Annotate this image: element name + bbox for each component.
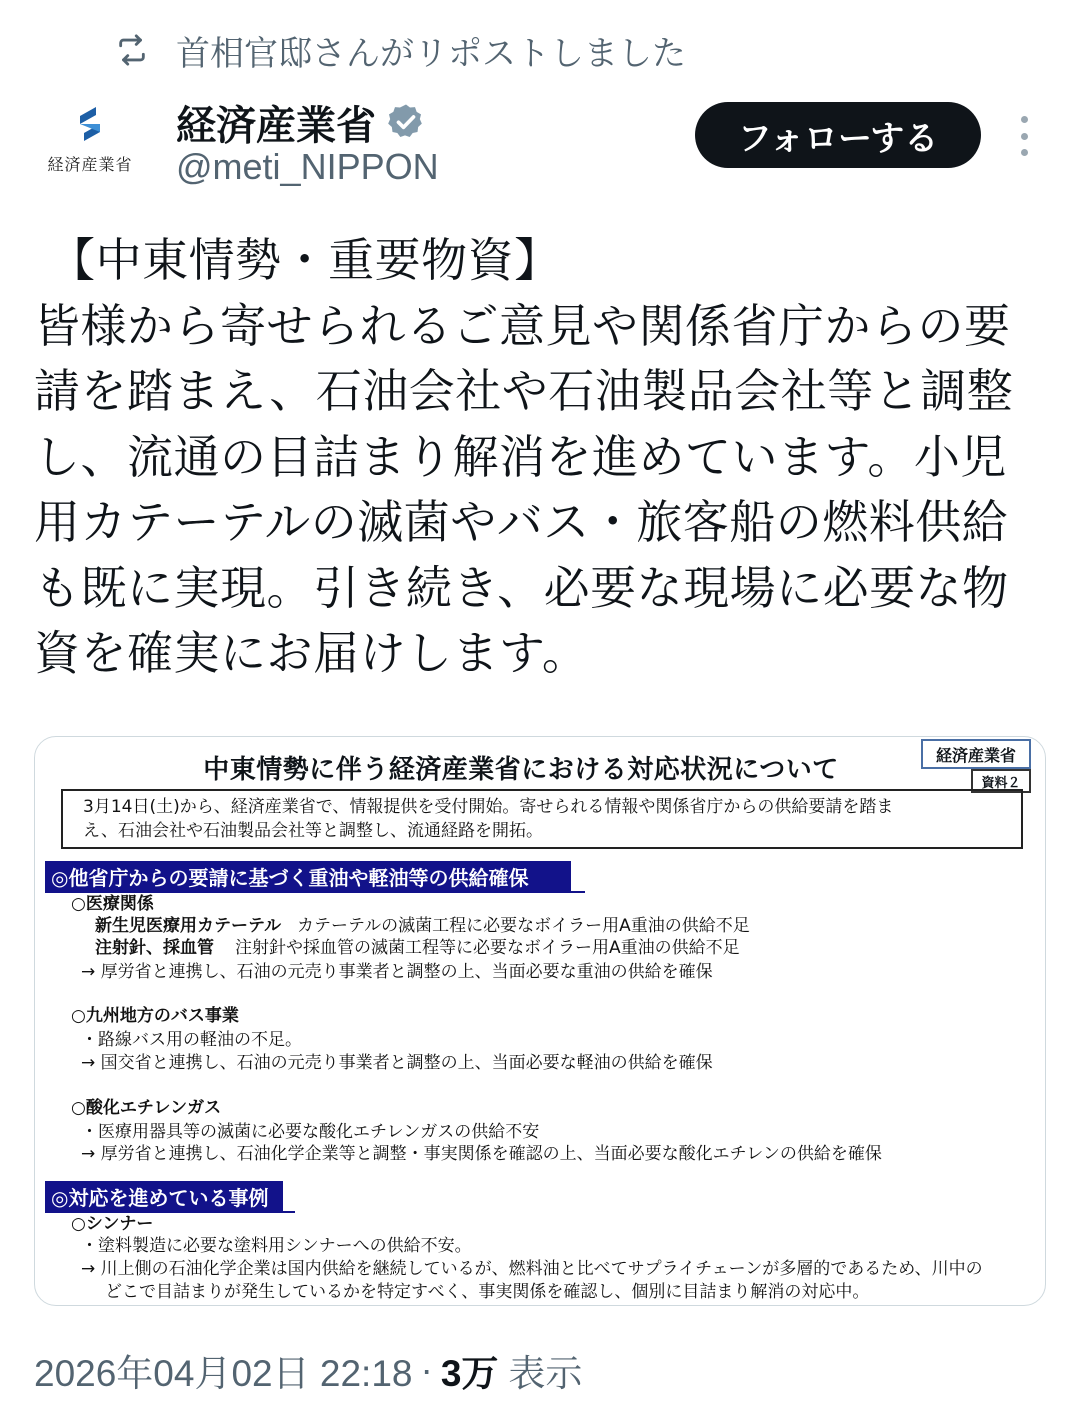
verified-badge-icon[interactable] [386,102,426,142]
ethylene-oxide-action: → 厚労省と連携し、石油化学企業等と調整・事実関係を確認の上、当面必要な酸化エチレンの供給を確保 [81,1144,882,1164]
account-handle[interactable]: @meti_NIPPON [176,146,439,187]
follow-button[interactable]: フォローする [695,102,981,168]
more-options-icon[interactable] [1004,112,1044,160]
medical-action: → 厚労省と連携し、石油の元売り事業者と調整の上、当面必要な重油の供給を確保 [81,962,713,982]
medical-item-1-text: カテーテルの滅菌工程に必要なボイラー用A重油の供給不足 [297,916,750,936]
document-title: 中東情勢に伴う経済産業省における対応状況について [203,755,839,785]
document-intro-box [61,789,1023,849]
avatar[interactable] [40,104,140,188]
meti-logo-icon [70,104,110,144]
section-heading-requests: ◎他省庁からの要請に基づく重油や軽油等の供給確保 [45,861,571,891]
attached-document-image[interactable] [34,736,1046,1306]
tweet-meta [34,1342,582,1398]
account-name[interactable] [176,96,426,148]
views-count[interactable]: 3万 [440,1353,499,1394]
medical-heading: ○医療関係 [71,894,154,914]
display-name[interactable]: 経済産業省 [176,102,376,149]
bus-action: → 国交省と連携し、石油の元売り事業者と調整の上、当面必要な軽油の供給を確保 [81,1053,713,1073]
intro-line-2: え、石油会社や石油製品会社等と調整し、流通経路を開拓。 [83,821,544,841]
bus-heading: ○九州地方のバス事業 [71,1006,239,1026]
views-label: 表示 [508,1353,583,1394]
meta-separator: · [420,1349,433,1390]
tweet-text: 【中東情勢・重要物資】 皆様から寄せられるご意見や関係省庁からの要請を踏まえ、石油会社や石油製品会社等と調整し、流通の目詰まり解消を進めています。小児用カテーテルの滅菌やバス・旅客船の燃料供給も既に実現。引き続き、必要な現場に必要な物資を確実にお届けします。 [34,233,1014,680]
thinner-heading: ○シンナー [71,1214,154,1234]
timestamp[interactable]: 2026年04月02日 22:18 [34,1353,413,1394]
thinner-action-1: → 川上側の石油化学企業は国内供給を継続しているが、燃料油と比べてサプライチェーンが多層的であるため、川中の [81,1259,983,1279]
document-org-label: 経済産業省 [921,739,1031,769]
document-number: 資料２ [971,769,1031,793]
medical-item-2-label: 注射針、採血管 [95,938,214,958]
ethylene-oxide-item: ・医療用器具等の滅菌に必要な酸化エチレンガスの供給不安 [81,1122,540,1142]
thinner-item: ・塗料製造に必要な塗料用シンナーへの供給不安。 [81,1236,472,1256]
repost-text: 首相官邸さんがリポストしました [176,33,686,74]
ethylene-oxide-heading: ○酸化エチレンガス [71,1098,222,1118]
section-heading-ongoing: ◎対応を進めている事例 [45,1181,283,1211]
repost-indicator[interactable] [112,28,686,72]
medical-item-2-text: 注射針や採血管の滅菌工程等に必要なボイラー用A重油の供給不足 [235,938,740,958]
intro-line-1: 3月14日(土)から、経済産業省で、情報提供を受付開始。寄せられる情報や関係省庁からの供給要請を踏ま [83,797,894,817]
avatar-label: 経済産業省 [47,155,133,174]
medical-item-1-label: 新生児医療用カテーテル [95,916,282,936]
thinner-action-2: どこで目詰まりが発生しているかを特定すべく、事実関係を確認し、個別に目詰まり解消の対応中。 [105,1282,870,1302]
repost-icon [112,30,152,70]
bus-item: ・路線バス用の軽油の不足。 [81,1030,302,1050]
